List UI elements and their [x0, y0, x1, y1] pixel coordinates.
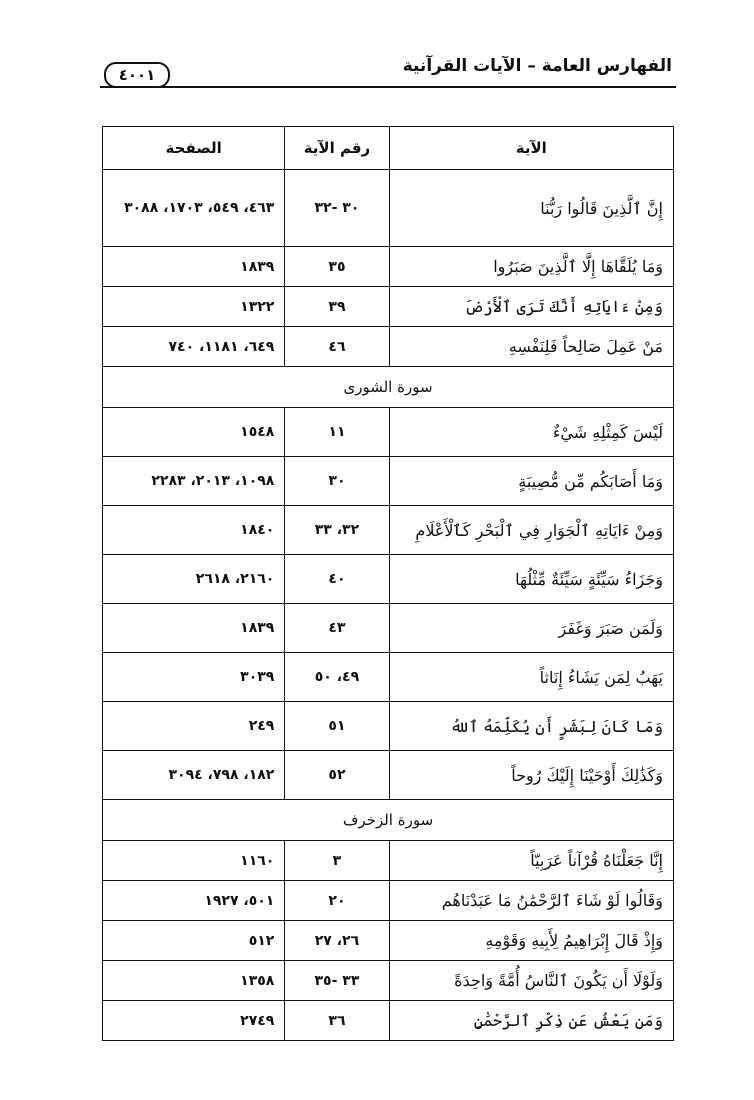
verse-number: ٣٥ [285, 247, 389, 287]
verse-number: ٥٢ [285, 751, 389, 800]
verse-text: إِنَّ ٱلَّذِينَ قَالُوا رَبُّنَا [389, 170, 673, 247]
table-row [103, 702, 674, 751]
table-row [103, 506, 674, 555]
surah-heading: سورة الشورى [103, 367, 674, 408]
surah-heading-row [103, 800, 674, 841]
page-refs: ١٠٩٨، ٢٠١٣، ٢٢٨٣ [103, 457, 285, 506]
surah-heading-row [103, 367, 674, 408]
header-rule [100, 86, 676, 88]
column-header-verse: الآية [389, 127, 673, 170]
verse-text: إِنَّا جَعَلْنَاهُ قُرْآناً عَرَبِيّاً [389, 841, 673, 881]
page-refs: ٢٧٤٩ [103, 1001, 285, 1041]
verse-text: وَمَن يَعْشُ عَن ذِكْرِ ٱلرَّحْمَٰنِ [389, 1001, 673, 1041]
table-row [103, 751, 674, 800]
table-header-row [103, 127, 674, 170]
verse-number: ٣٢، ٣٣ [285, 506, 389, 555]
surah-heading: سورة الزخرف [103, 800, 674, 841]
verse-text: يَهَبُ لِمَن يَشَاءُ إِنَاثاً [389, 653, 673, 702]
page-refs: ٣٠٣٩ [103, 653, 285, 702]
verse-number: ٣٠ [285, 457, 389, 506]
table-row [103, 287, 674, 327]
table-row [103, 653, 674, 702]
verse-text: مَنْ عَمِلَ صَالِحاً فَلِنَفْسِهِ [389, 327, 673, 367]
column-header-page: الصفحة [103, 127, 285, 170]
page-refs: ٢١٦٠، ٢٦١٨ [103, 555, 285, 604]
verse-text: وَجَزَاءُ سَيِّئَةٍ سَيِّئَةٌ مِّثْلُهَا [389, 555, 673, 604]
page-refs: ٢٤٩ [103, 702, 285, 751]
verse-number: ٣٠ -٣٢ [285, 170, 389, 247]
verse-number: ٣ [285, 841, 389, 881]
page-refs: ١٨٣٩ [103, 247, 285, 287]
verse-number: ٢٠ [285, 881, 389, 921]
verse-number: ٥١ [285, 702, 389, 751]
page-refs: ٤٦٣، ٥٤٩، ١٧٠٣، ٣٠٨٨ [103, 170, 285, 247]
page-refs: ١٨٢، ٧٩٨، ٣٠٩٤ [103, 751, 285, 800]
verse-number: ٣٣ -٣٥ [285, 961, 389, 1001]
verse-text: وَكَذَٰلِكَ أَوْحَيْنَا إِلَيْكَ رُوحاً [389, 751, 673, 800]
table-row [103, 457, 674, 506]
page-refs: ١٣٢٢ [103, 287, 285, 327]
table-row [103, 961, 674, 1001]
page-refs: ١٥٤٨ [103, 408, 285, 457]
verse-number: ٢٦، ٢٧ [285, 921, 389, 961]
verse-number: ٣٦ [285, 1001, 389, 1041]
verse-index-table [102, 126, 674, 1041]
page-refs: ٥١٢ [103, 921, 285, 961]
verse-number: ١١ [285, 408, 389, 457]
page-refs: ١١٦٠ [103, 841, 285, 881]
verse-text: وَلَوْلَا أَن يَكُونَ ٱلنَّاسُ أُمَّةً وَاحِدَةً [389, 961, 673, 1001]
verse-text: وَمَا يُلَقَّاهَا إِلَّا ٱلَّذِينَ صَبَرُوا [389, 247, 673, 287]
verse-text: وَإِذْ قَالَ إِبْرَاهِيمُ لِأَبِيهِ وَقَوْمِهِ [389, 921, 673, 961]
page-refs: ١٣٥٨ [103, 961, 285, 1001]
verse-text: لَيْسَ كَمِثْلِهِ شَيْءٌ [389, 408, 673, 457]
page-refs: ٦٤٩، ١١٨١، ٧٤٠ [103, 327, 285, 367]
verse-text: وَمِنْ ءَايَاتِهِ ٱلْجَوَارِ فِي ٱلْبَحْرِ كَٱلْأَعْلَامِ [389, 506, 673, 555]
table-row [103, 881, 674, 921]
page-refs: ١٨٣٩ [103, 604, 285, 653]
verse-text: وَلَمَن صَبَرَ وَغَفَرَ [389, 604, 673, 653]
column-header-verse-number: رقم الآية [285, 127, 389, 170]
page-refs: ٥٠١، ١٩٢٧ [103, 881, 285, 921]
table-row [103, 1001, 674, 1041]
table-row [103, 555, 674, 604]
page-header [100, 54, 676, 94]
verse-text: وَمَا كَانَ لِبَشَرٍ أَن يُكَلِّمَهُ ٱللهُ [389, 702, 673, 751]
page-refs: ١٨٤٠ [103, 506, 285, 555]
verse-number: ٤٩، ٥٠ [285, 653, 389, 702]
verse-number: ٣٩ [285, 287, 389, 327]
page-number-badge: ٤٠٠١ [104, 62, 170, 88]
verse-text: وَقَالُوا لَوْ شَاءَ ٱلرَّحْمَٰنُ مَا عَبَدْنَاهُم [389, 881, 673, 921]
verse-number: ٤٦ [285, 327, 389, 367]
verse-text: وَمَا أَصَابَكُم مِّن مُّصِيبَةٍ [389, 457, 673, 506]
table-row [103, 170, 674, 247]
header-title: الفهارس العامة – الآيات القرآنية [402, 56, 672, 76]
table-row [103, 247, 674, 287]
verse-number: ٤٣ [285, 604, 389, 653]
table-row [103, 841, 674, 881]
table-row [103, 327, 674, 367]
table-row [103, 604, 674, 653]
verse-text: وَمِنْ ءَايَاتِهِ أَنَّكَ تَرَى ٱلْأَرْضَ [389, 287, 673, 327]
verse-number: ٤٠ [285, 555, 389, 604]
table-row [103, 921, 674, 961]
table-row [103, 408, 674, 457]
